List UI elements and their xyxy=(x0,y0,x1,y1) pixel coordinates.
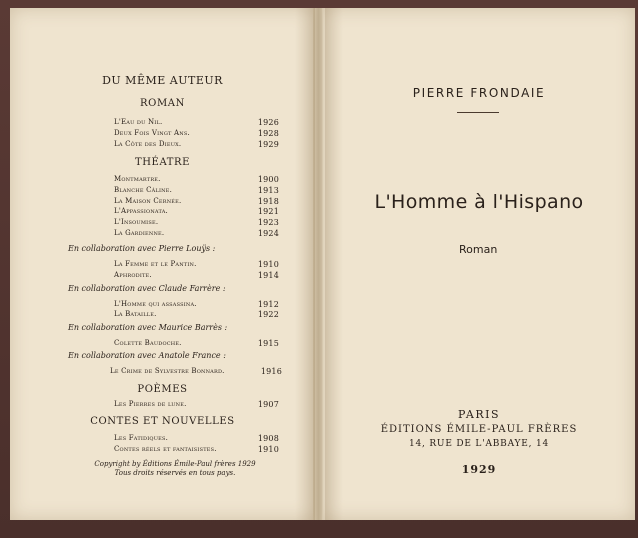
list-item: L'Eau du Nil. 1926 xyxy=(114,118,279,127)
section-title-stories: CONTES ET NOUVELLES xyxy=(90,416,235,427)
list-item: Contes réels et fantaisistes. 1910 xyxy=(114,445,279,454)
list-item: Aphrodite. 1914 xyxy=(114,271,279,280)
list-item: Le Crime de Sylvestre Bonnard. 1916 xyxy=(110,367,282,376)
divider xyxy=(457,112,499,113)
copyright-notice xyxy=(50,460,300,478)
list-item: Blanche Câline. 1913 xyxy=(114,186,279,195)
publisher-city: PARIS xyxy=(458,408,500,421)
book-genre: Roman xyxy=(459,243,498,256)
list-item: La Maison Cernée. 1918 xyxy=(114,197,279,206)
section-title-roman: ROMAN xyxy=(140,98,185,109)
book-title: L'Homme à l'Hispano xyxy=(374,191,584,213)
list-item: La Femme et le Pantin. 1910 xyxy=(114,260,279,269)
collaboration-heading: En collaboration avec Anatole France : xyxy=(68,351,226,360)
left-page xyxy=(10,8,316,520)
section-title-theatre: THÉATRE xyxy=(134,157,191,168)
collaboration-heading: En collaboration avec Pierre Louÿs : xyxy=(68,244,216,253)
list-item: L'Appassionata. 1921 xyxy=(114,207,279,216)
list-item: L'Insoumise. 1923 xyxy=(114,218,279,227)
publication-year: 1929 xyxy=(461,463,497,476)
copyright-line-1: Copyright by Éditions Émile-Paul frères 1929 xyxy=(94,460,256,468)
list-item: La Côte des Dieux. 1929 xyxy=(114,140,279,149)
collaboration-heading: En collaboration avec Maurice Barrès : xyxy=(68,323,228,332)
list-item: Deux Fois Vingt Ans. 1928 xyxy=(114,129,279,138)
publisher-address: 14, RUE DE L'ABBAYE, 14 xyxy=(408,439,549,449)
collaboration-heading: En collaboration avec Claude Farrère : xyxy=(68,284,226,293)
right-page xyxy=(322,8,635,520)
list-item: Colette Baudoche. 1915 xyxy=(114,339,279,348)
author-name: PIERRE FRONDAIE xyxy=(412,86,546,100)
publisher-name: ÉDITIONS ÉMILE-PAUL FRÈRES xyxy=(380,424,578,435)
other-works-heading: DU MÊME AUTEUR xyxy=(102,74,223,87)
list-item: La Gardienne. 1924 xyxy=(114,229,279,238)
fold-shadow-left xyxy=(295,8,315,520)
list-item: L'Homme qui assassina. 1912 xyxy=(114,300,279,309)
section-title-poems: POÈMES xyxy=(137,384,188,395)
fold-shadow-right xyxy=(325,8,343,520)
list-item: Les Fatidiques. 1908 xyxy=(114,434,279,443)
list-item: La Bataille. 1922 xyxy=(114,310,279,319)
list-item: Montmartre. 1900 xyxy=(114,175,279,184)
copyright-line-2: Tous droits réservés en tous pays. xyxy=(114,469,236,477)
list-item: Les Pierres de lune. 1907 xyxy=(114,400,279,409)
